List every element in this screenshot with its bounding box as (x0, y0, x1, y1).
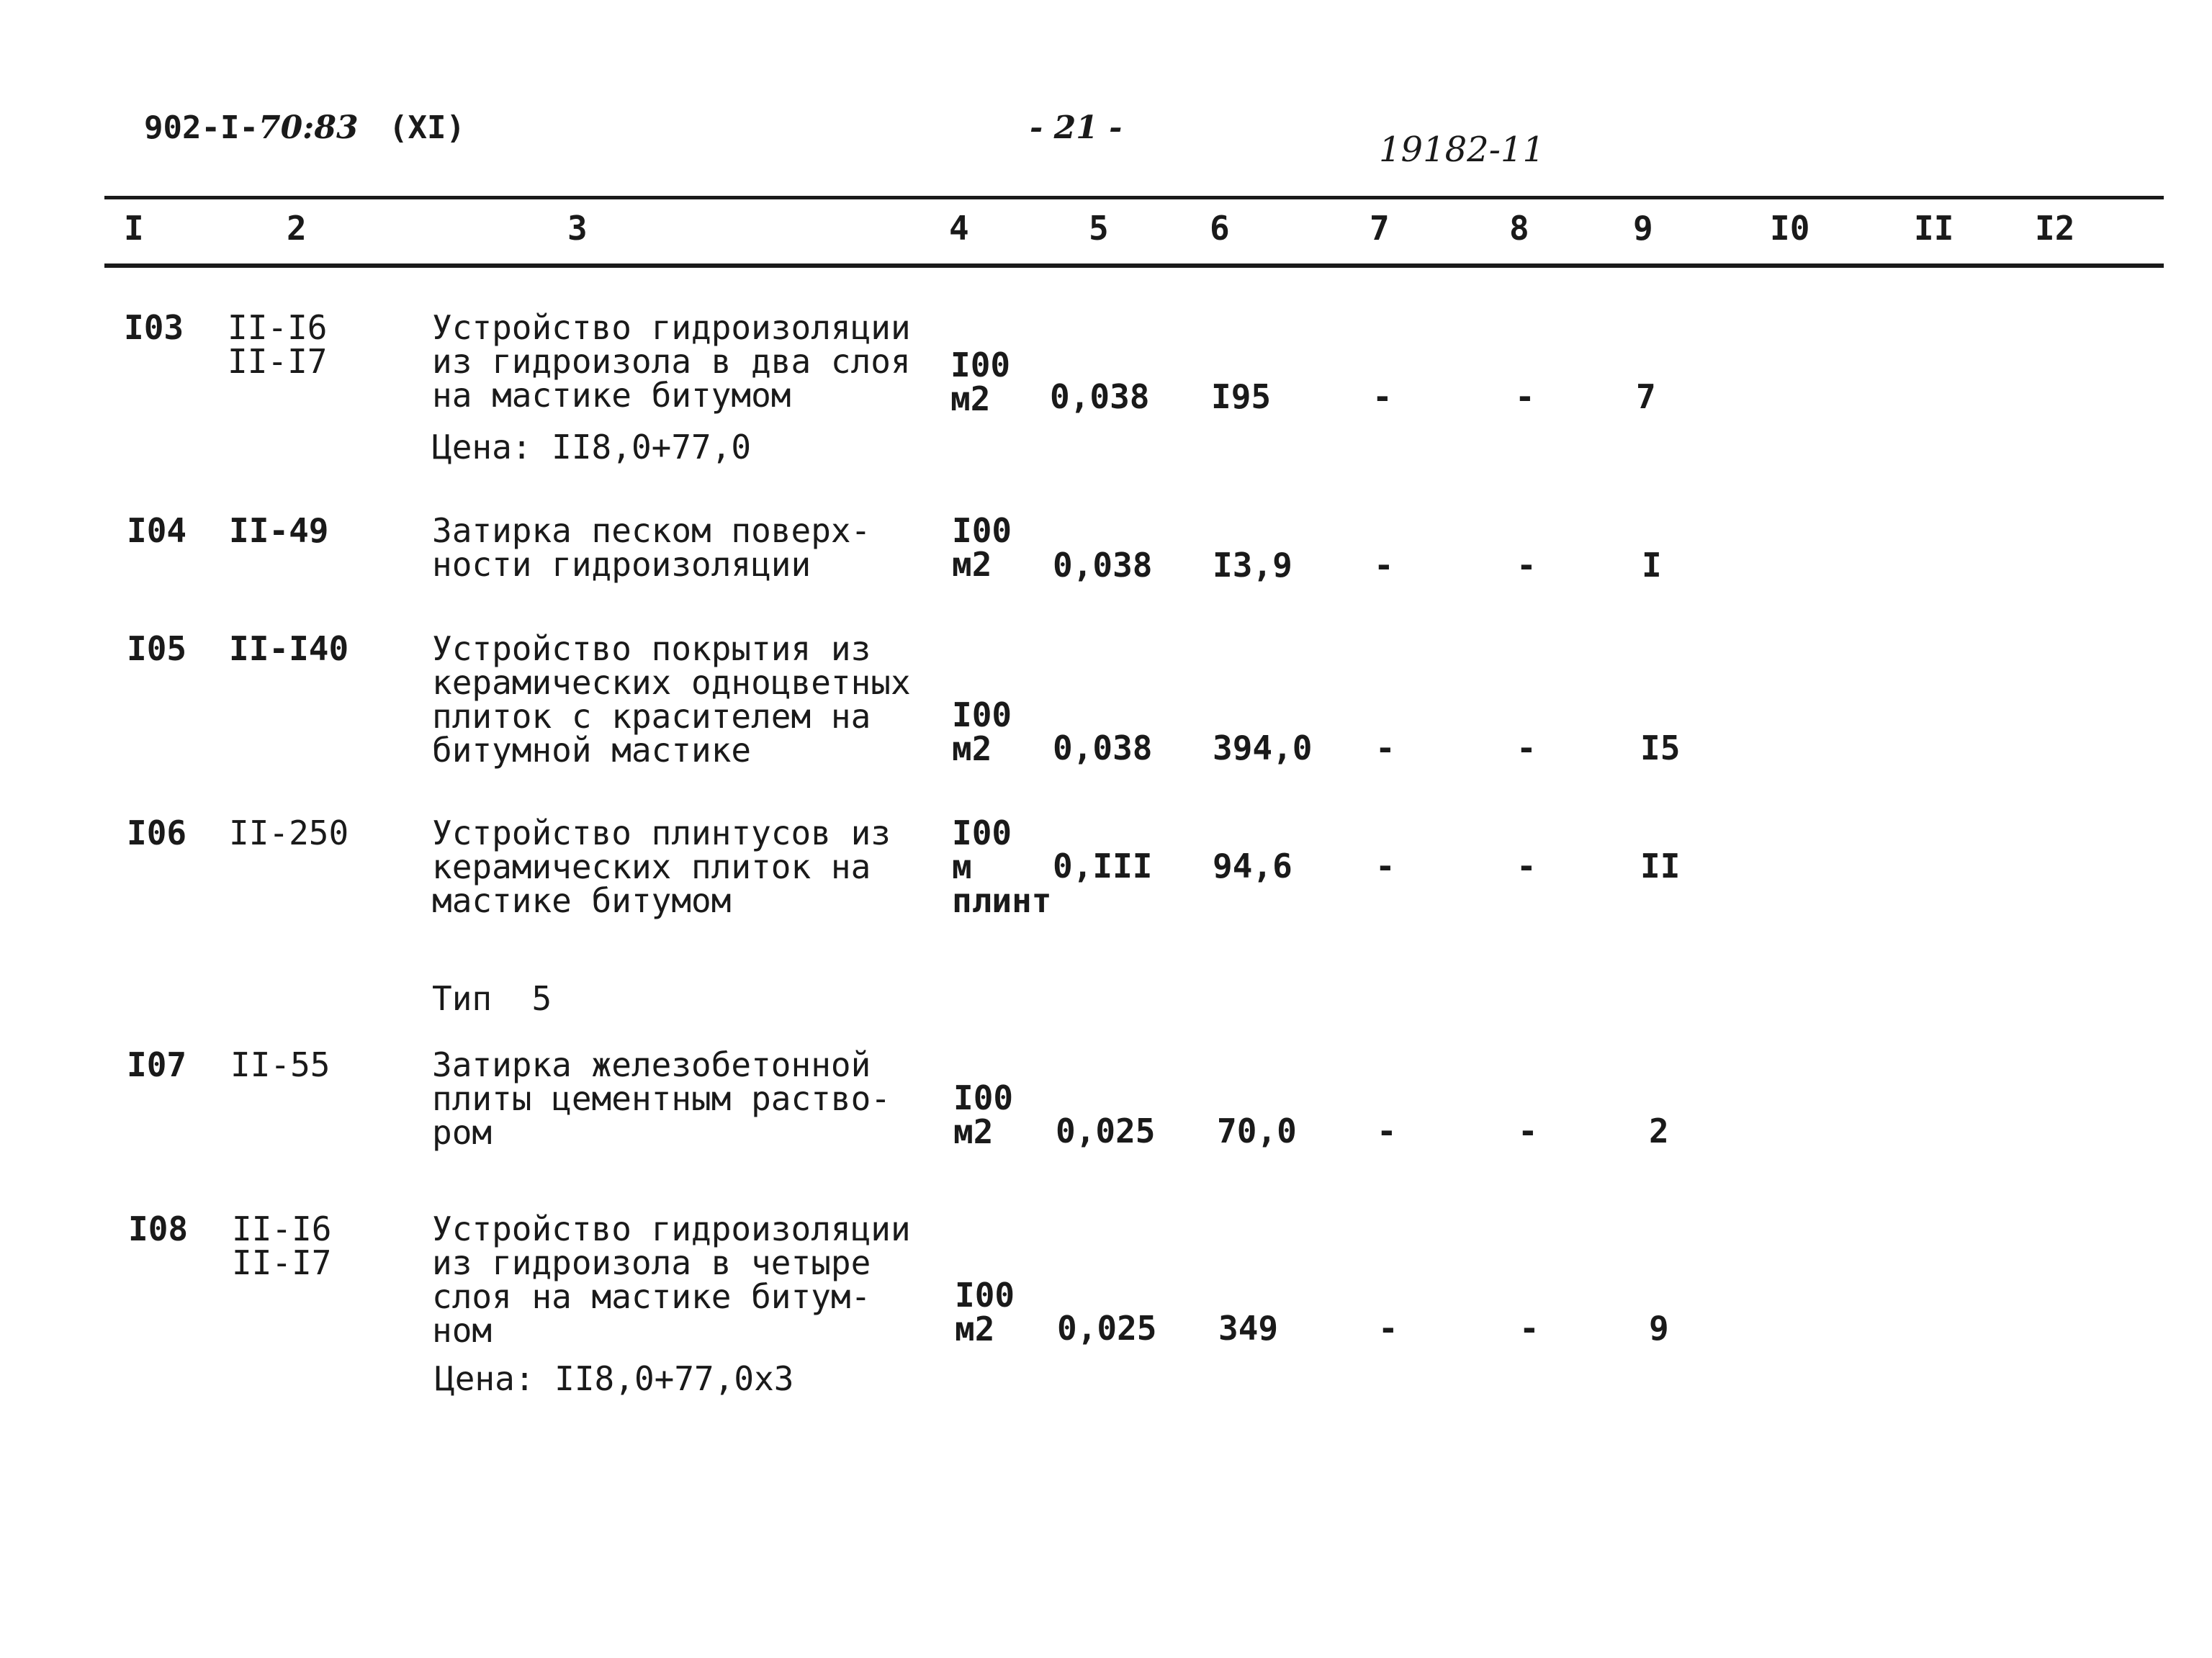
quantity: 0,025 (1057, 1309, 1157, 1348)
quantity: 0,III (1053, 847, 1153, 886)
unit: I00 м плинт (952, 814, 1052, 920)
column-header-7: 7 (1370, 209, 1390, 248)
rate-code: II-I7 (232, 1243, 332, 1282)
column-7-value: - (1375, 847, 1395, 886)
column-9-value: 7 (1636, 377, 1656, 416)
rate-code: II-I7 (228, 342, 328, 381)
unit: I00 м2 (952, 695, 1012, 768)
document-code: 902-I-70:83 (144, 109, 359, 146)
column-header-3: 3 (567, 209, 588, 248)
price-note: Цена: II8,0+77,0 (432, 428, 752, 467)
rate-code: II-250 (229, 814, 349, 852)
column-header-1: I (124, 209, 144, 248)
column-header-11: II (1914, 209, 1954, 248)
column-7-value: - (1378, 1309, 1398, 1348)
row-number: I04 (127, 511, 187, 550)
quantity: 0,038 (1050, 377, 1150, 416)
column-header-8: 8 (1509, 209, 1529, 248)
cost: 70,0 (1217, 1112, 1297, 1150)
row-number: I08 (128, 1209, 189, 1248)
column-9-value: I5 (1640, 729, 1681, 767)
column-header-5: 5 (1089, 209, 1109, 248)
reference-number: 19182-11 (1379, 130, 1545, 170)
column-9-value: I (1642, 546, 1662, 585)
rate-code: II-I40 (229, 629, 349, 668)
column-8-value: - (1515, 377, 1535, 416)
price-note: Цена: II8,0+77,0х3 (435, 1359, 794, 1398)
document-section: (XI) (389, 109, 465, 146)
column-8-value: - (1519, 1309, 1539, 1348)
column-8-value: - (1518, 1112, 1538, 1150)
cost: 349 (1218, 1309, 1279, 1348)
cost: I95 (1211, 377, 1272, 416)
column-7-value: - (1374, 546, 1394, 585)
work-description: Устройство гидроизоляции из гидроизола в четыре слоя на мастике битум- ном (432, 1209, 911, 1350)
table-header-rule (104, 263, 2164, 268)
work-description: Устройство покрытия из керамических одноцветных плиток с красителем на битумной мастике (432, 629, 911, 770)
column-8-value: - (1516, 729, 1537, 767)
column-9-value: II (1640, 847, 1681, 886)
rate-code: II-I6 (228, 308, 328, 347)
rate-code: II-49 (229, 511, 329, 550)
document-code-handwritten: 70:83 (258, 109, 359, 146)
column-7-value: - (1372, 377, 1393, 416)
column-8-value: - (1516, 847, 1537, 886)
column-header-4: 4 (949, 209, 969, 248)
unit: I00 м2 (952, 511, 1012, 584)
column-header-2: 2 (287, 209, 307, 248)
row-number: I03 (124, 308, 184, 347)
page-number: - 21 - (1030, 109, 1123, 146)
column-header-12: I2 (2035, 209, 2075, 248)
column-9-value: 2 (1649, 1112, 1669, 1150)
cost: 394,0 (1213, 729, 1313, 767)
quantity: 0,038 (1053, 729, 1153, 767)
column-7-value: - (1377, 1112, 1397, 1150)
column-8-value: - (1516, 546, 1537, 585)
work-description: Устройство гидроизоляции из гидроизола в два слоя на мастике битумом (432, 308, 911, 415)
rate-code: II-I6 (232, 1209, 332, 1248)
row-number: I05 (127, 629, 187, 668)
column-7-value: - (1375, 729, 1395, 767)
work-description: Устройство плинтусов из керамических плиток на мастике битумом (432, 814, 891, 920)
cost: 94,6 (1213, 847, 1292, 886)
unit: I00 м2 (955, 1276, 1015, 1348)
unit: I00 м2 (953, 1078, 1014, 1151)
cost: I3,9 (1213, 546, 1292, 585)
row-number: I07 (127, 1045, 187, 1084)
rate-code: II-55 (230, 1045, 331, 1084)
work-description: Затирка песком поверх- ности гидроизоляции (432, 511, 871, 584)
column-header-10: I0 (1770, 209, 1810, 248)
work-description: Затирка железобетонной плиты цементным раство- ром (432, 1045, 891, 1152)
row-number: I06 (127, 814, 187, 852)
column-9-value: 9 (1649, 1309, 1669, 1348)
table-top-rule (104, 196, 2164, 199)
section-title: Тип 5 (432, 979, 552, 1018)
unit: I00 м2 (950, 346, 1011, 418)
quantity: 0,038 (1053, 546, 1153, 585)
quantity: 0,025 (1056, 1112, 1156, 1150)
column-header-6: 6 (1210, 209, 1230, 248)
column-header-9: 9 (1633, 209, 1653, 248)
